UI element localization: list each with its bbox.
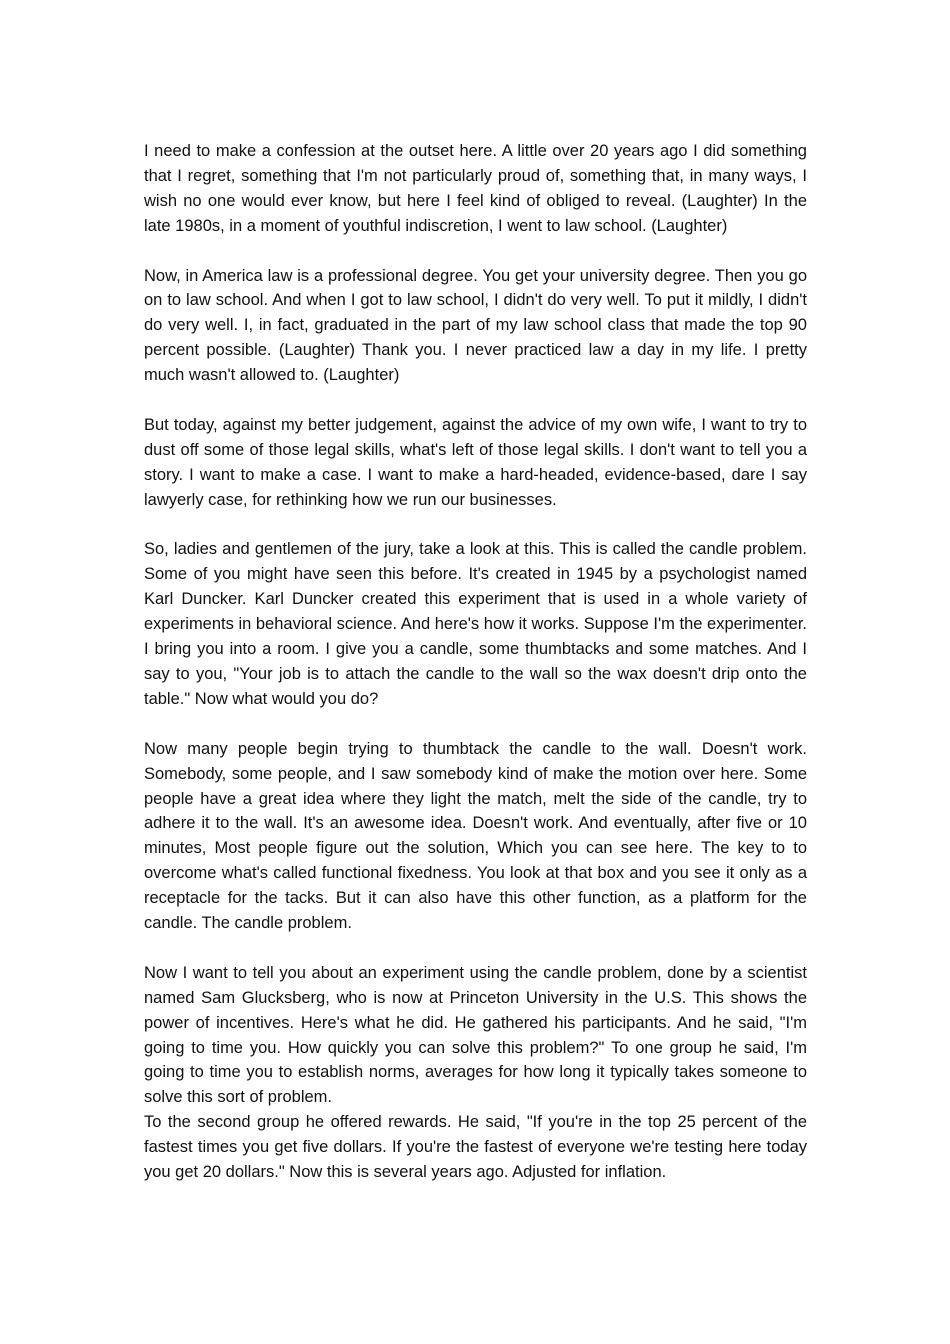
paragraph-functional-fixedness: Now many people begin trying to thumbtack the candle to the wall. Doesn't work. Somebody, some people, and I saw somebody kind of make the motion over here. Some people have a great idea where they light the match, melt the side of the candle, try to adhere it to the wall. It's an awesome idea. Doesn't work. And eventually, after five or 10 minutes, Most people figure out the solution, Which you can see here. The key to to overcome what's called functional fixedness. You look at that box and you see it only as a receptacle for the tacks. But it can also have this other function, as a platform for the candle. The candle problem.	[144, 739, 807, 933]
paragraph-glucksberg-experiment: Now I want to tell you about an experiment using the candle problem, done by a scientist named Sam Glucksberg, who is now at Princeton University in the U.S. This shows the power of incentives. Here's what he did. He gathered his participants. And he said, "I'm going to time you. How quickly you can solve this problem?" To one group he said, I'm going to time you to establish norms, averages for how long it typically takes someone to solve this sort of problem.	[144, 963, 807, 1107]
paragraph-make-a-case: But today, against my better judgement, against the advice of my own wife, I want to try to dust off some of those legal skills, what's left of those legal skills. I don't want to tell you a story. I want to make a case. I want to make a hard-headed, evidence-based, dare I say lawyerly case, for rethinking how we run our businesses.	[144, 415, 807, 509]
paragraph-candle-problem: So, ladies and gentlemen of the jury, take a look at this. This is called the candle problem. Some of you might have seen this before. It's created in 1945 by a psychologist named Karl Duncker. Karl Duncker created this experiment that is used in a whole variety of experiments in behavioral science. And here's how it works. Suppose I'm the experimenter. I bring you into a room. I give you a candle, some thumbtacks and some matches. And I say to you, "Your job is to attach the candle to the wall so the wax doesn't drip onto the table." Now what would you do?	[144, 540, 807, 708]
paragraph-second-group: To the second group he offered rewards. He said, "If you're in the top 25 percent of the fastest times you get five dollars. If you're the fastest of everyone we're testing here today you get 20 dollars." Now this is several years ago. Adjusted for inflation.	[144, 1113, 807, 1182]
paragraph-confession: I need to make a confession at the outset here. A little over 20 years ago I did something that I regret, something that I'm not particularly proud of, something that, in many ways, I wish no one would ever know, but here I feel kind of obliged to reveal. (Laughter) In the late 1980s, in a moment of youthful indiscretion, I went to law school. (Laughter)	[144, 142, 807, 235]
paragraph-law-degree: Now, in America law is a professional degree. You get your university degree. Then you go on to law school. And when I got to law school, I didn't do very well. To put it mildly, I didn't do very well. I, in fact, graduated in the part of my law school class that made the top 90 percent possible. (Laughter) Thank you. I never practiced law a day in my life. I pretty much wasn't allowed to. (Laughter)	[144, 266, 807, 385]
document-page	[144, 139, 807, 1210]
